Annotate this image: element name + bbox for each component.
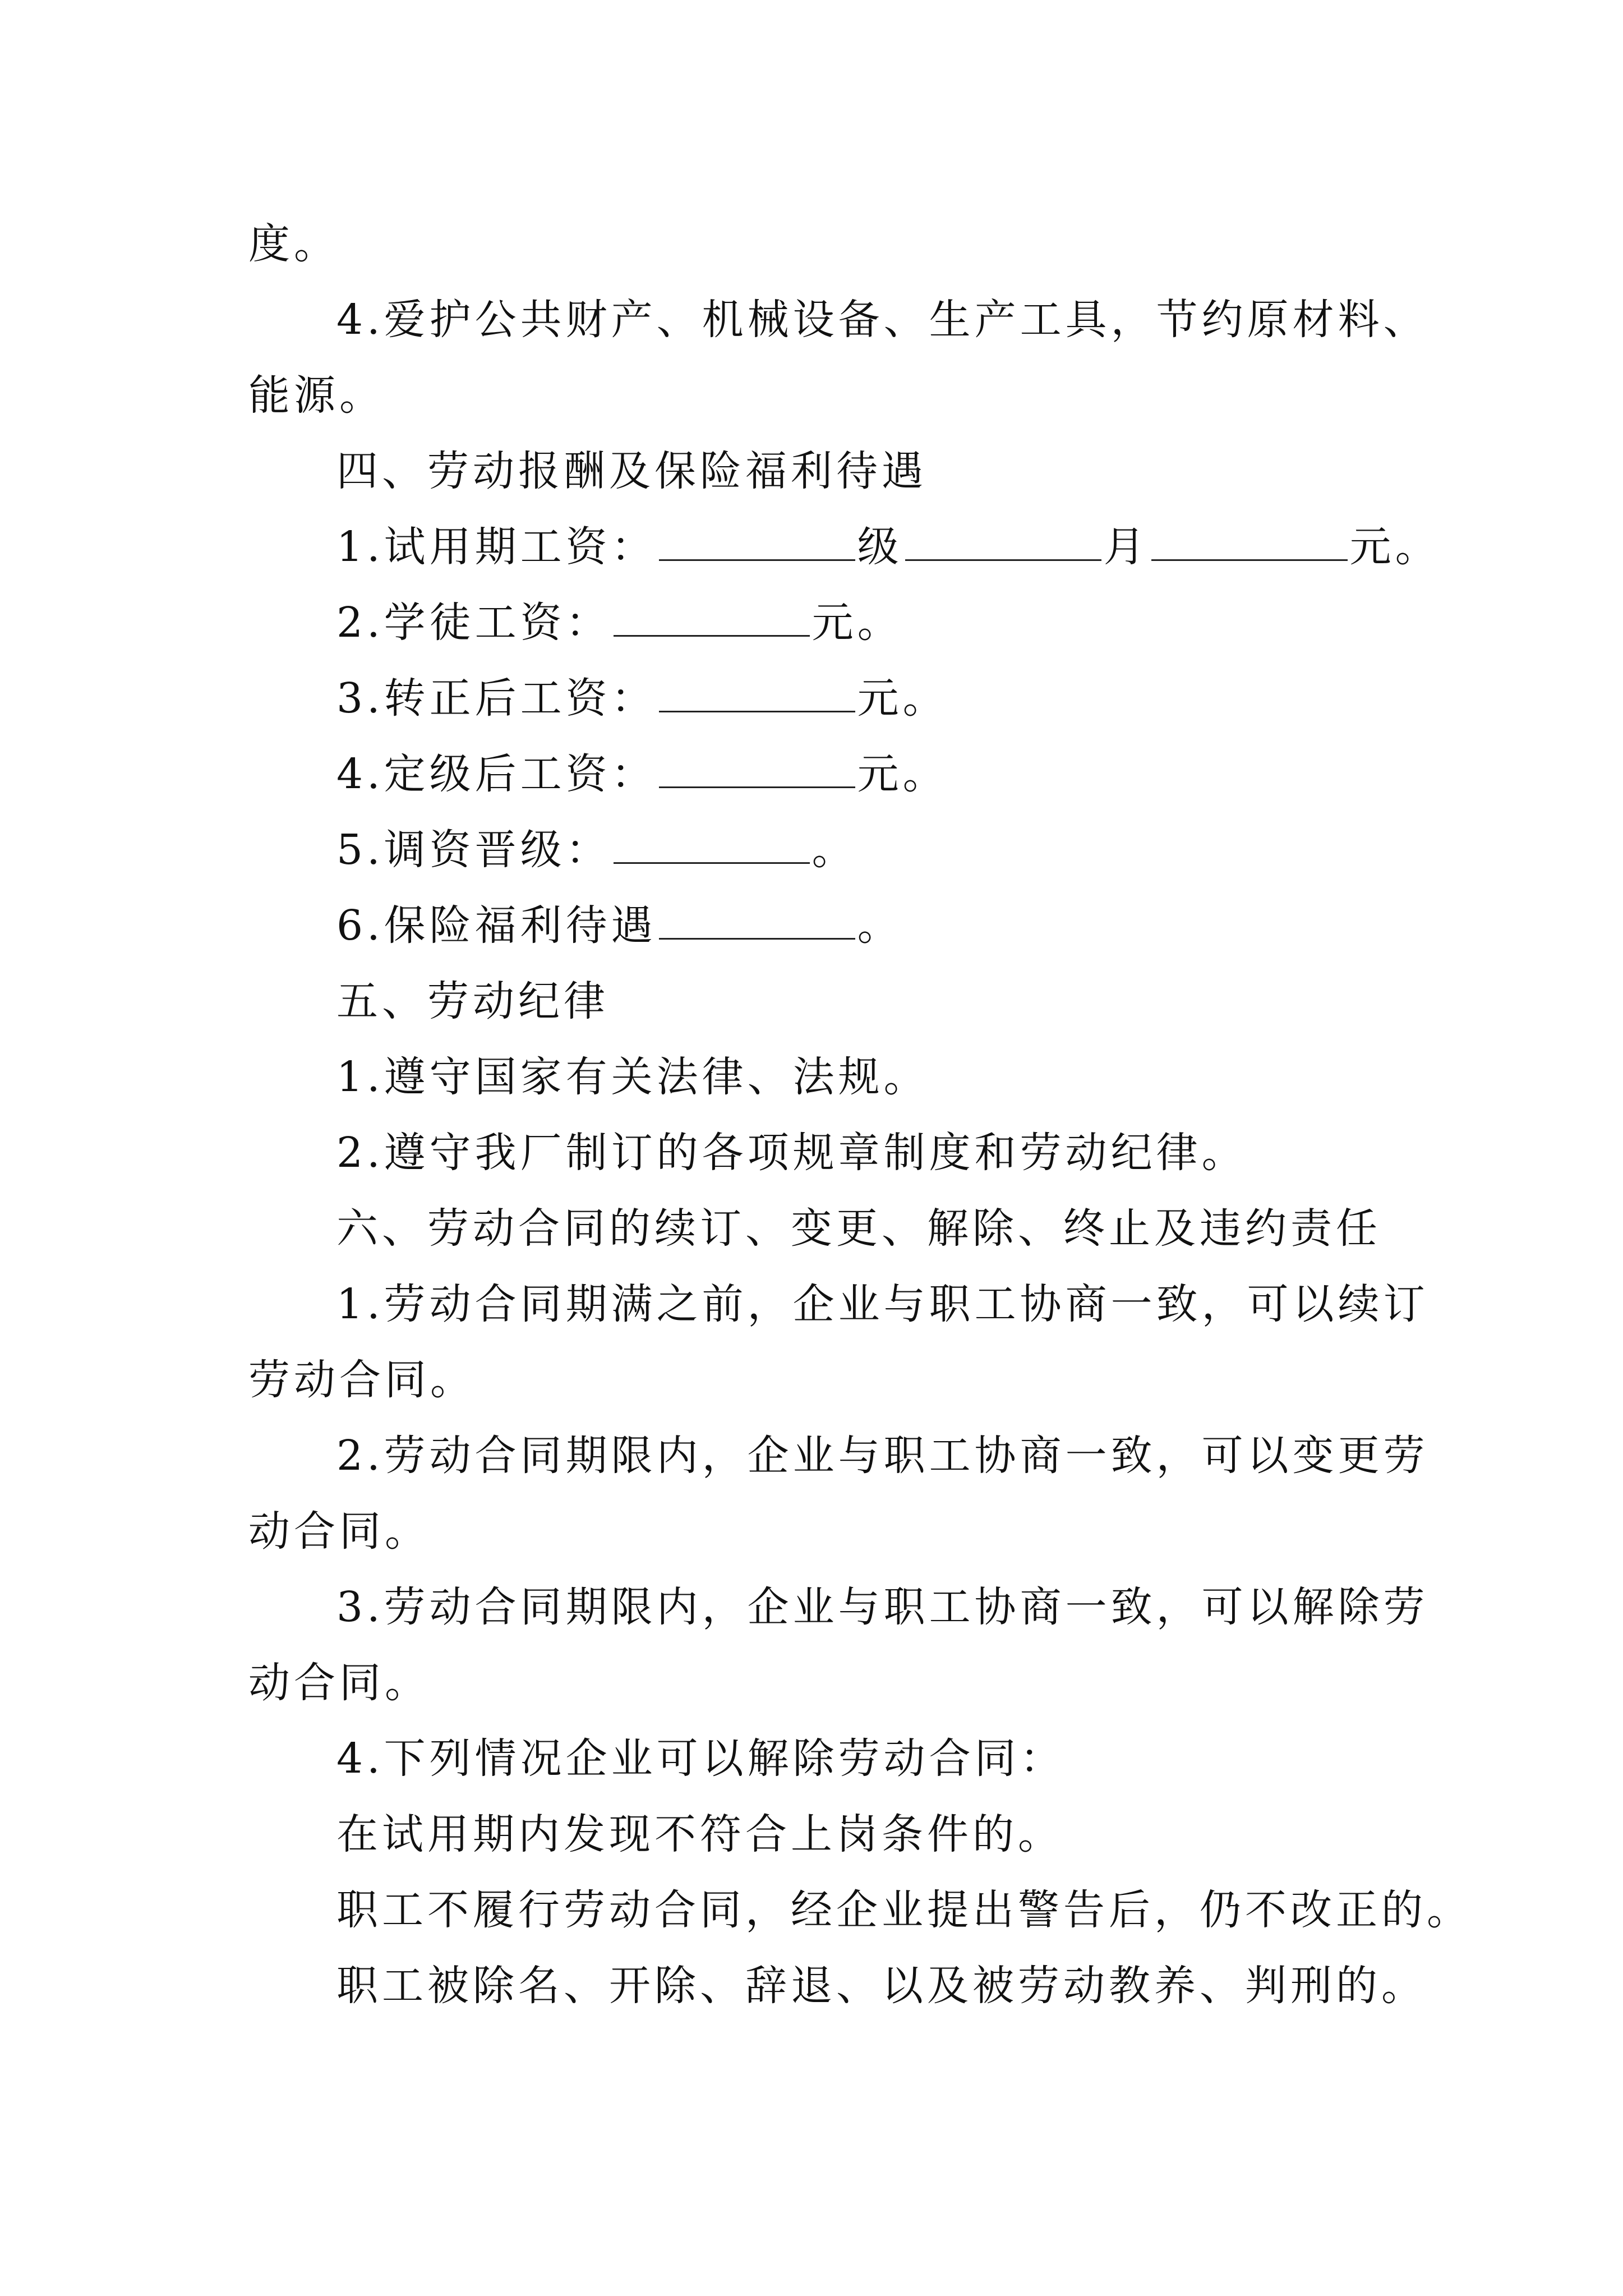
blank-field[interactable] [614, 596, 810, 637]
text-line: 动合同。 [248, 1659, 430, 1707]
text-line: 1.遵守国家有关法律、法规。 [336, 1053, 929, 1101]
text-line: 动合同。 [248, 1507, 430, 1556]
form-line-apprentice-wage [336, 595, 903, 651]
field-label: 3.转正后工资： [336, 674, 657, 723]
blank-field[interactable] [614, 823, 810, 864]
text-line: 能源。 [248, 371, 385, 420]
text-line: 2.劳动合同期限内，企业与职工协商一致，可以变更劳 [336, 1432, 1429, 1480]
text-line: 职工不履行劳动合同，经企业提出警告后，仍不改正的。 [336, 1886, 1472, 1934]
text-line: 1.劳动合同期满之前，企业与职工协商一致，可以续订 [336, 1280, 1429, 1328]
field-label: 4.定级后工资： [336, 750, 657, 798]
field-unit: 元。 [811, 599, 903, 647]
text-line: 度。 [248, 220, 339, 268]
field-unit: 级 [857, 523, 903, 571]
field-unit: 月 [1103, 523, 1149, 571]
text-line: 3.劳动合同期限内，企业与职工协商一致，可以解除劳 [336, 1583, 1429, 1631]
field-label: 6.保险福利待遇 [336, 901, 657, 950]
blank-field[interactable] [659, 520, 855, 561]
form-line-graded-wage [336, 746, 948, 802]
form-line-probation-wage [336, 519, 1441, 575]
field-unit: 元。 [857, 674, 948, 723]
blank-field[interactable] [905, 520, 1101, 561]
text-line: 在试用期内发现不符合上岗条件的。 [336, 1810, 1063, 1858]
text-line: 4.下列情况企业可以解除劳动合同： [336, 1734, 1066, 1783]
field-label: 1.试用期工资： [336, 523, 657, 571]
form-line-insurance [336, 898, 903, 954]
field-label: 2.学徒工资： [336, 599, 611, 647]
field-unit: 元。 [857, 750, 948, 798]
text-line: 劳动合同。 [248, 1356, 476, 1404]
field-unit: 。 [811, 826, 857, 874]
section-heading: 四、劳动报酬及保险福利待遇 [336, 447, 927, 495]
blank-field[interactable] [659, 671, 855, 712]
blank-field[interactable] [659, 899, 855, 940]
blank-field[interactable] [659, 747, 855, 788]
field-unit: 。 [857, 901, 903, 950]
field-label: 5.调资晋级： [336, 826, 611, 874]
text-line: 职工被除名、开除、辞退、以及被劳动教养、判刑的。 [336, 1962, 1427, 2010]
text-line: 4.爱护公共财产、机械设备、生产工具，节约原材料、 [336, 296, 1429, 344]
form-line-regular-wage [336, 670, 948, 726]
field-unit: 元。 [1349, 523, 1441, 571]
section-heading: 五、劳动纪律 [336, 977, 609, 1025]
form-line-promotion [336, 822, 857, 878]
text-line: 2.遵守我厂制订的各项规章制度和劳动纪律。 [336, 1129, 1247, 1177]
section-heading: 六、劳动合同的续订、变更、解除、终止及违约责任 [336, 1204, 1381, 1253]
blank-field[interactable] [1151, 520, 1348, 561]
